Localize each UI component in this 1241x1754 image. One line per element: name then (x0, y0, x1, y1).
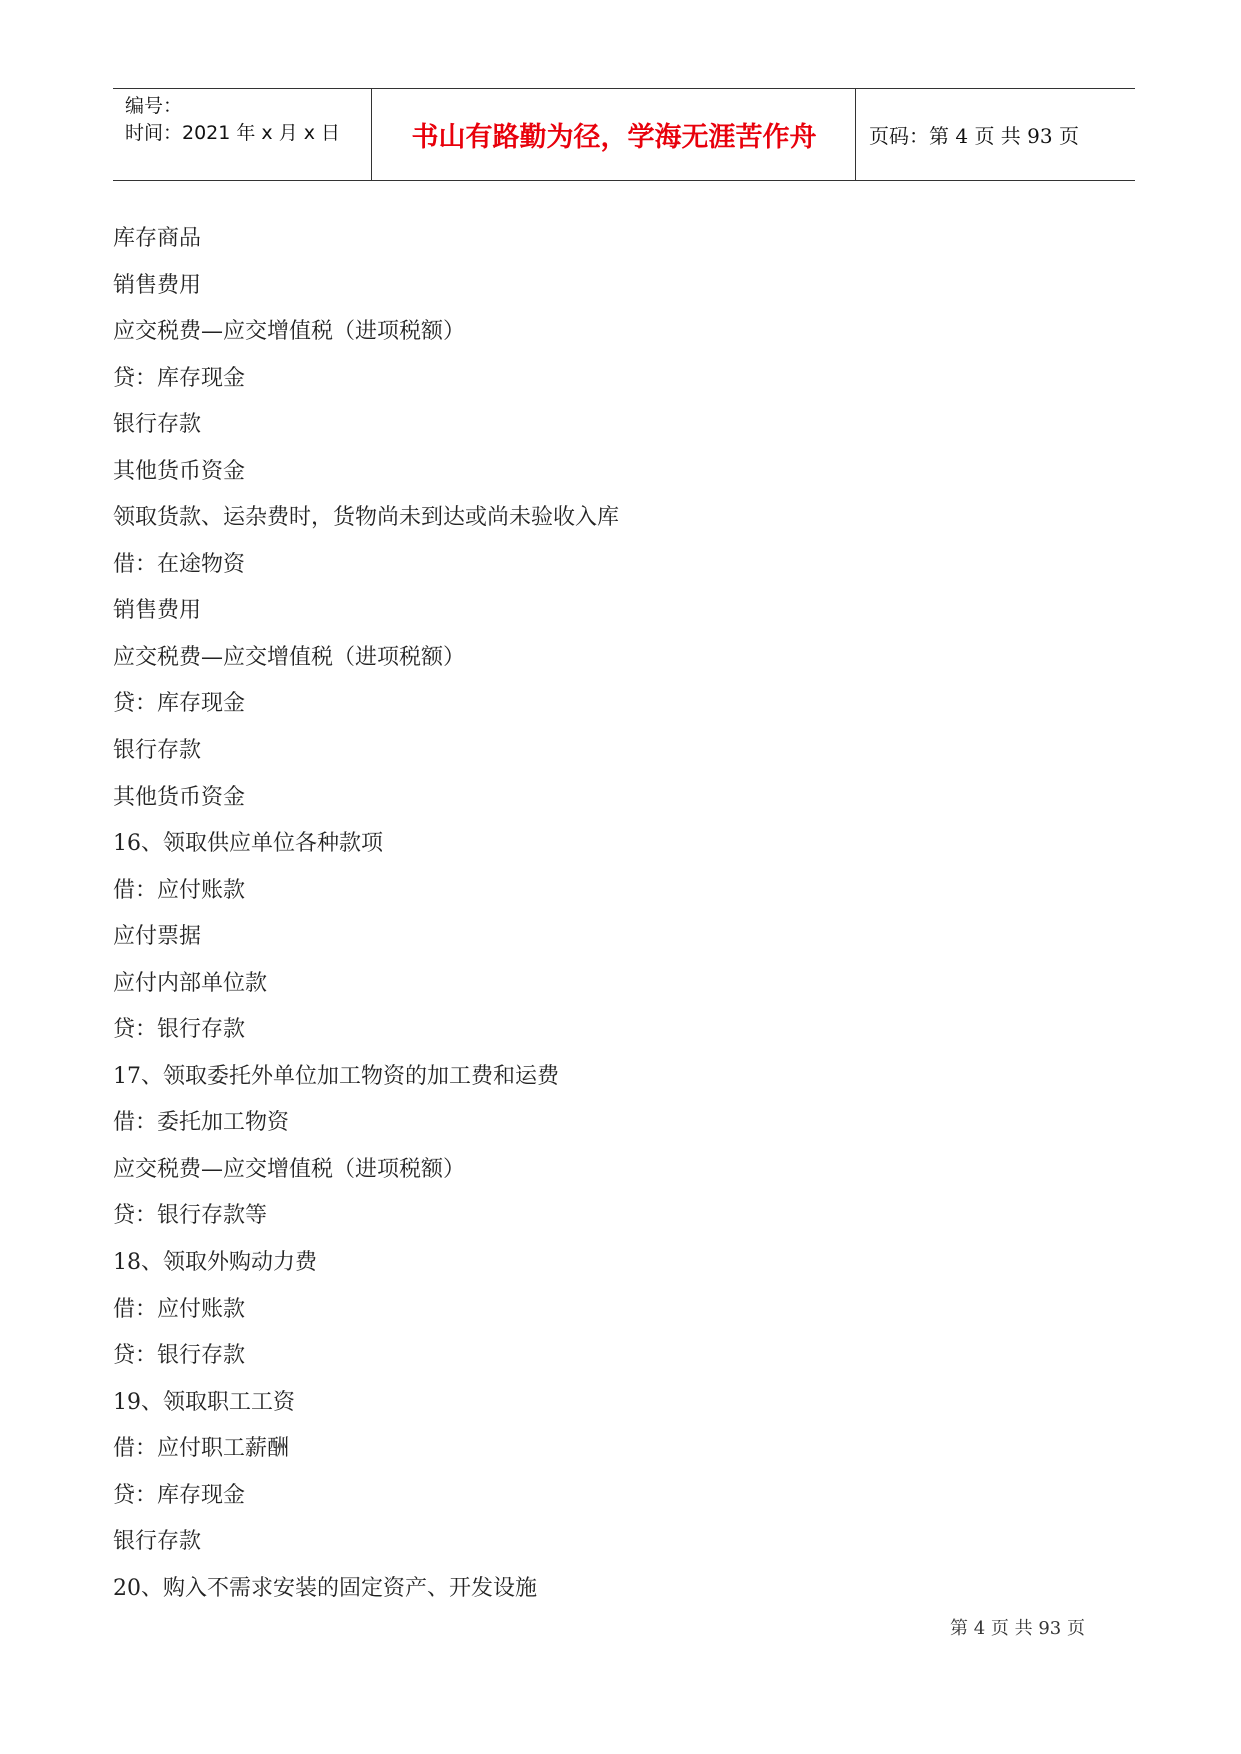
text-line: 17、领取委托外单位加工物资的加工费和运费 (113, 1063, 559, 1089)
text-line: 其他货币资金 (113, 458, 246, 484)
text-line: 银行存款 (113, 738, 202, 764)
text-line: 销售费用 (113, 272, 202, 298)
text-line: 其他货币资金 (113, 784, 246, 810)
text-line: 应付内部单位款 (113, 970, 268, 996)
page-footer: 第 4 页 共 93 页 (950, 1618, 1085, 1639)
document-body (113, 220, 619, 1616)
text-line: 18、领取外购动力费 (113, 1250, 317, 1276)
text-line: 贷：库存现金 (113, 691, 246, 717)
text-line: 应付票据 (113, 924, 202, 950)
text-line: 销售费用 (113, 598, 202, 624)
header-divider (371, 89, 372, 180)
text-line: 贷：银行存款 (113, 1017, 246, 1043)
text-line: 领取货款、运杂费时，货物尚未到达或尚未验收入库 (113, 505, 620, 531)
text-line: 20、购入不需求安装的固定资产、开发设施 (113, 1575, 537, 1601)
text-line: 应交税费—应交增值税（进项税额） (113, 319, 466, 345)
text-line: 19、领取职工工资 (113, 1389, 295, 1415)
text-line: 贷：库存现金 (113, 365, 246, 391)
text-line: 库存商品 (113, 226, 202, 251)
page-header (113, 88, 1135, 181)
header-page-info: 页码：第 4 页 共 93 页 (869, 124, 1079, 148)
text-line: 银行存款 (113, 412, 202, 438)
text-line: 借：应付账款 (113, 877, 246, 903)
text-line: 贷：银行存款等 (113, 1203, 268, 1229)
header-meta (125, 93, 340, 147)
header-motto: 书山有路勤为径，学海无涯苦作舟 (411, 122, 817, 153)
text-line: 借：委托加工物资 (113, 1110, 290, 1136)
text-line: 应交税费—应交增值税（进项税额） (113, 1156, 466, 1182)
text-line: 借：应付职工薪酬 (113, 1436, 290, 1462)
text-line: 应交税费—应交增值税（进项税额） (113, 644, 466, 670)
text-line: 贷：库存现金 (113, 1482, 246, 1508)
text-line: 借：在途物资 (113, 551, 246, 577)
text-line: 贷：银行存款 (113, 1343, 246, 1369)
document-number-label: 编号： (125, 95, 183, 117)
document-date: 时间：2021 年 x 月 x 日 (125, 122, 341, 144)
text-line: 银行存款 (113, 1529, 202, 1555)
text-line: 16、领取供应单位各种款项 (113, 831, 383, 857)
header-divider (855, 89, 856, 180)
text-line: 借：应付账款 (113, 1296, 246, 1322)
